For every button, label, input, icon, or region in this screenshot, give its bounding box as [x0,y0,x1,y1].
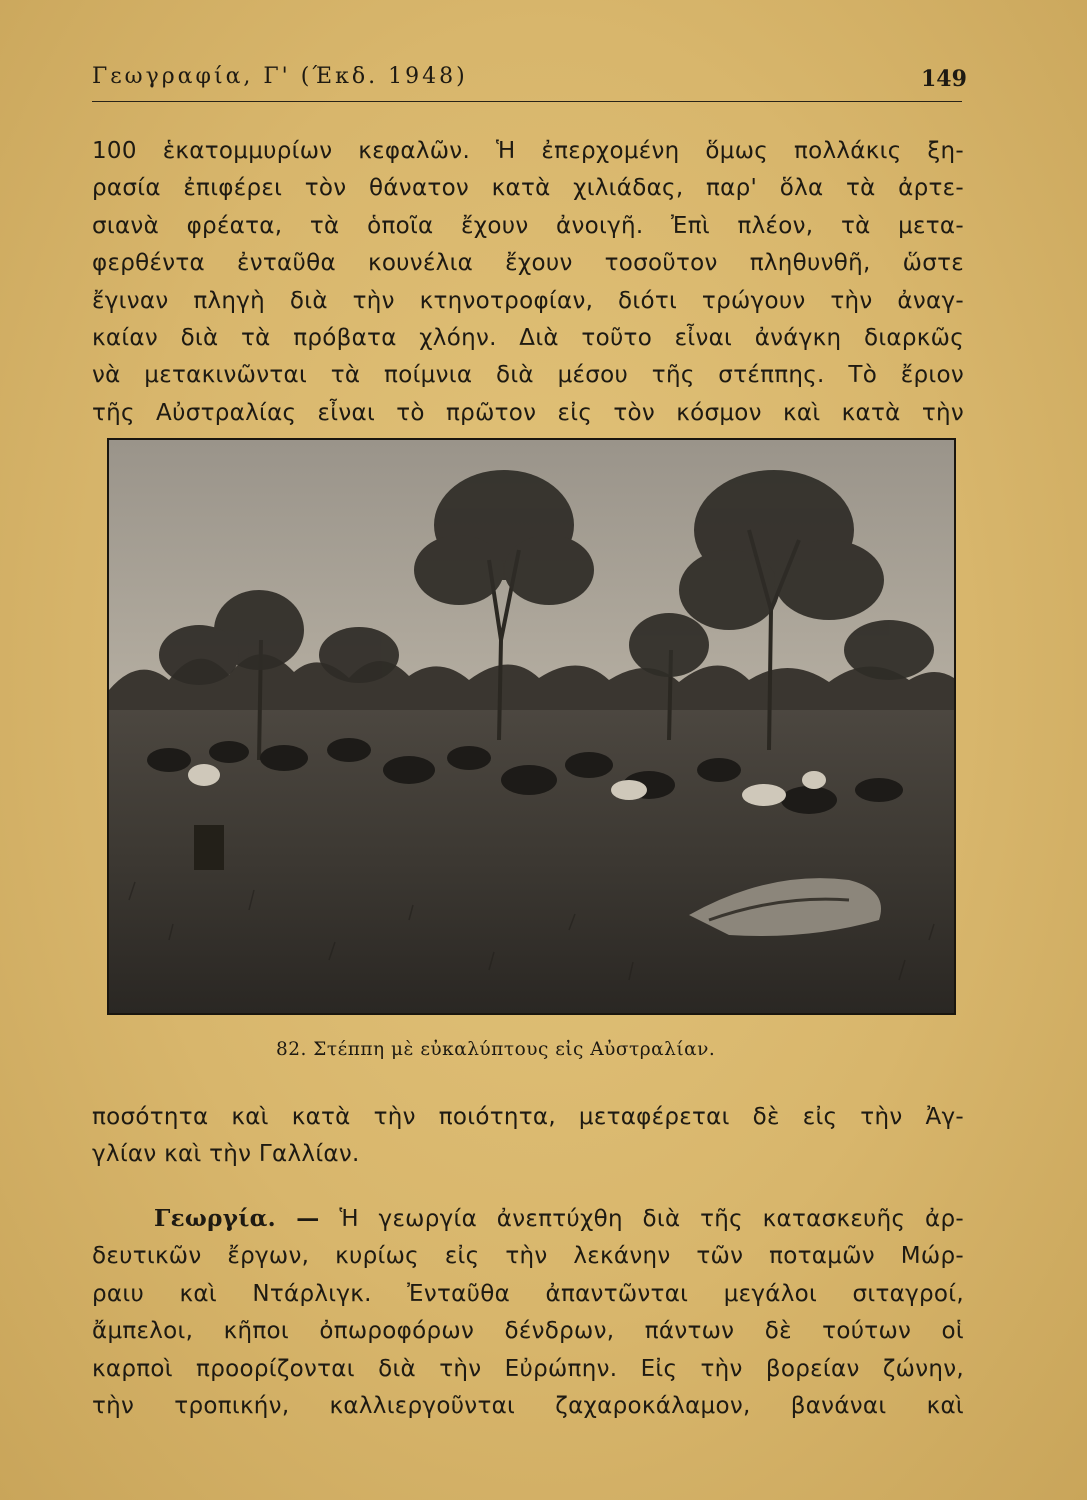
text-line: δευτικῶν ἔργων, κυρίως εἰς τὴν λεκάνην τῶν ποταμῶν Μώρ- [92,1243,964,1270]
text-line: ραιυ καὶ Ντάρλιγκ. Ἐνταῦθα ἀπαντῶνται μεγάλοι σιταγροί, [92,1280,964,1307]
text-line: ρασία ἐπιφέρει τὸν θάνατον κατὰ χιλιάδας, παρ' ὅλα τὰ ἀρτε- [92,175,964,202]
text-line: 100 ἑκατομμυρίων κεφαλῶν. Ἡ ἐπερχομένη ὅμως πολλάκις ξη- [92,138,964,164]
georgia-section [92,1200,964,1425]
running-title: Γεωγραφία, Γ' (Έκδ. 1948) [92,64,468,89]
top-paragraph [92,133,964,432]
bottom-paragraph [92,1099,964,1174]
text-line: γλίαν καὶ τὴν Γαλλίαν. [92,1141,360,1168]
text-line: σιανὰ φρέατα, τὰ ὁποῖα ἔχουν ἀνοιγῆ. Ἐπὶ πλέον, τὰ μετα- [92,212,964,239]
text-line: ἔγιναν πληγὴ διὰ τὴν κτηνοτροφίαν, διότι τρώγουν τὴν ἀναγ- [92,287,964,314]
text-line: ἄμπελοι, κῆποι ὀπωροφόρων δένδρων, πάντων δὲ τούτων οἱ [92,1318,964,1345]
text-line: καρποὶ προορίζονται διὰ τὴν Εὐρώπην. Εἰς τὴν βορείαν ζώνην, [92,1355,964,1382]
steppe-photograph [107,438,956,1015]
steppe-with-eucalyptus-image [109,440,954,1013]
page-number: 149 [921,66,967,92]
text-line: καίαν διὰ τὰ πρόβατα χλόην. Διὰ τοῦτο εἶναι ἀνάγκη διαρκῶς [92,325,964,352]
section-heading: Γεωργία. — [154,1205,320,1232]
text-line: φερθέντα ἐνταῦθα κουνέλια ἔχουν τοσοῦτον πληθυνθῆ, ὥστε [92,250,964,277]
section-first-line: Ἡ γεωργία ἀνεπτύχθη διὰ τῆς κατασκευῆς ἀρ- [339,1206,964,1232]
text-line [92,1200,964,1238]
text-line: τῆς Αὐστραλίας εἶναι τὸ πρῶτον εἰς τὸν κόσμον καὶ κατὰ τὴν [92,399,964,426]
text-line: τὴν τροπικήν, καλλιεργοῦνται ζαχαροκάλαμον, βανάναι καὶ [92,1393,964,1420]
text-line: ποσότητα καὶ κατὰ τὴν ποιότητα, μεταφέρεται δὲ εἰς τὴν Ἀγ- [92,1104,964,1130]
figure-caption: 82. Στέππη μὲ εὐκαλύπτους εἰς Αὐστραλίαν. [276,1039,716,1060]
text-line: νὰ μετακινῶνται τὰ ποίμνια διὰ μέσου τῆς στέππης. Τὸ ἔριον [92,362,964,389]
header-rule [92,101,962,102]
